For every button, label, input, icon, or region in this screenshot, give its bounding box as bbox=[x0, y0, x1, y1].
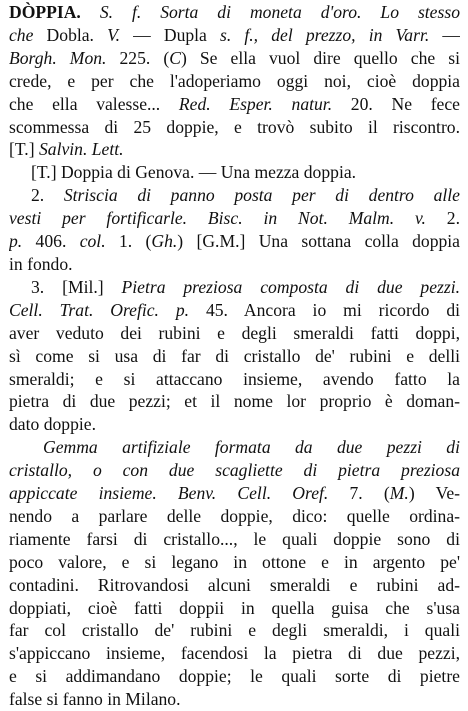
text-line bbox=[9, 413, 460, 436]
text-run: — bbox=[429, 24, 460, 45]
headword: DÒPPIA. bbox=[9, 2, 81, 22]
text-run: 406. bbox=[22, 231, 80, 252]
sense-3-subsense bbox=[9, 436, 460, 711]
italic-run: Borgh. Mon. bbox=[9, 47, 107, 68]
text-run: ) Se ella vuol dire quello che si bbox=[180, 47, 460, 68]
text-run: poco valore, e si legano in ottone e in argento pe' bbox=[9, 551, 460, 572]
italic-run: col. bbox=[79, 231, 106, 252]
text-line bbox=[9, 459, 460, 482]
italic-run: p. bbox=[9, 231, 23, 252]
text-line bbox=[9, 368, 460, 391]
text-line bbox=[9, 93, 460, 116]
text-line bbox=[9, 574, 460, 597]
text-run: 2. bbox=[31, 185, 64, 206]
text-run: in fondo. bbox=[9, 253, 73, 274]
text-line bbox=[9, 138, 460, 161]
text-line bbox=[9, 47, 460, 70]
italic-run: cristallo, o con due scagliette di pietra preziosa bbox=[9, 460, 460, 481]
text-line bbox=[9, 551, 460, 574]
text-run: Dobla. bbox=[33, 24, 108, 45]
text-run: smeraldi; e si attaccano insieme, avendo fatto la bbox=[9, 368, 460, 389]
text-line bbox=[9, 70, 460, 93]
text-run: s'appiccano insieme, facendosi la pietra di due pezzi, bbox=[9, 643, 460, 664]
text-run: che ella valesse... bbox=[9, 93, 179, 114]
text-run: pietra di due pezzi; et il nome lor proprio è doman- bbox=[9, 391, 460, 412]
sense-1 bbox=[9, 1, 460, 161]
italic-run: Red. Esper. natur. bbox=[178, 93, 333, 114]
text-run: 2. bbox=[425, 208, 460, 229]
text-run: [T.] bbox=[9, 139, 39, 160]
italic-run: C bbox=[169, 47, 181, 68]
text-line bbox=[9, 642, 460, 665]
text-run: 1. ( bbox=[105, 231, 152, 252]
text-run: far col cristallo de' rubini e degli smeraldi, i quali bbox=[9, 620, 460, 641]
text-run: nendo a parlare delle doppie, dico: quelle ordina- bbox=[9, 505, 460, 526]
text-line bbox=[9, 322, 460, 345]
text-run: scommessa di 25 doppie, e trovò subito il riscontro. bbox=[9, 116, 460, 137]
text-line bbox=[9, 390, 460, 413]
text-run: [T.] Doppia di Genova. — Una mezza doppia. bbox=[31, 162, 357, 183]
text-run: doppiati, cioè fatti doppii in quella guisa che s'usa bbox=[9, 597, 460, 618]
italic-run: Striscia di panno posta per di dentro alle bbox=[63, 185, 460, 206]
italic-run: s. f., del prezzo, in Varr. bbox=[220, 24, 430, 45]
text-line bbox=[9, 597, 460, 620]
text-line bbox=[9, 24, 460, 47]
text-line bbox=[9, 253, 460, 276]
text-line bbox=[9, 505, 460, 528]
sense-1-example bbox=[9, 161, 460, 184]
entry-doppia bbox=[9, 1, 460, 711]
italic-run: appiccate insieme. Benv. Cell. Oref. bbox=[9, 483, 329, 504]
text-line bbox=[9, 230, 460, 253]
italic-run: V. bbox=[107, 24, 120, 45]
text-line bbox=[9, 161, 460, 184]
text-line bbox=[9, 619, 460, 642]
text-run: ) [G.M.] Una sottana colla doppia bbox=[177, 231, 460, 252]
italic-run: Gh. bbox=[151, 231, 178, 252]
text-run: ) Ve- bbox=[408, 483, 460, 504]
text-run: riamente farsi di cristallo..., le quali doppie sono di bbox=[9, 528, 460, 549]
text-run: 45. Ancora io mi ricordo di bbox=[189, 299, 460, 320]
text-run: crede, e per che l'adoperiamo oggi noi, cioè doppia bbox=[9, 70, 460, 91]
text-run: — Dupla bbox=[120, 24, 221, 45]
text-run: false si fanno in Milano. bbox=[9, 689, 181, 710]
text-line bbox=[9, 482, 460, 505]
sense-2 bbox=[9, 184, 460, 276]
text-run: dato doppie. bbox=[9, 414, 96, 435]
italic-run: che bbox=[9, 24, 34, 45]
italic-run: M. bbox=[389, 483, 409, 504]
text-run: 3. [Mil.] bbox=[31, 276, 122, 297]
text-line bbox=[9, 1, 460, 24]
text-run bbox=[81, 2, 100, 22]
text-line bbox=[9, 688, 460, 711]
text-line bbox=[9, 184, 460, 207]
text-run: sì come si usa di far di cristallo de' rubini e delli bbox=[9, 345, 460, 366]
sense-3 bbox=[9, 276, 460, 436]
text-line bbox=[9, 528, 460, 551]
text-line bbox=[9, 345, 460, 368]
text-line bbox=[9, 299, 460, 322]
text-line bbox=[9, 116, 460, 139]
text-line bbox=[9, 665, 460, 688]
text-run: 20. Ne fece bbox=[332, 93, 460, 114]
text-run: e si addimandano doppie; le quali sorte di pietre bbox=[9, 666, 460, 687]
italic-run: S. f. Sorta di moneta d'oro. Lo stesso bbox=[99, 2, 460, 22]
italic-run: Cell. Trat. Orefic. p. bbox=[9, 299, 190, 320]
text-line bbox=[9, 207, 460, 230]
text-run: contadini. Ritrovandosi alcuni smeraldi e rubini ad- bbox=[9, 574, 460, 595]
text-run: 7. ( bbox=[328, 483, 390, 504]
italic-run: Pietra preziosa composta di due pezzi. bbox=[121, 276, 460, 297]
text-line bbox=[9, 436, 460, 459]
italic-run: Gemma artifiziale formata da due pezzi di bbox=[43, 437, 460, 458]
italic-run: Salvin. Lett. bbox=[38, 139, 124, 160]
text-line bbox=[9, 276, 460, 299]
italic-run: vesti per fortificarle. Bisc. in Not. Malm. v. bbox=[9, 208, 426, 229]
text-run: 225. ( bbox=[106, 47, 170, 68]
text-run: aver veduto dei rubini e degli smeraldi fatti doppi, bbox=[9, 322, 460, 343]
